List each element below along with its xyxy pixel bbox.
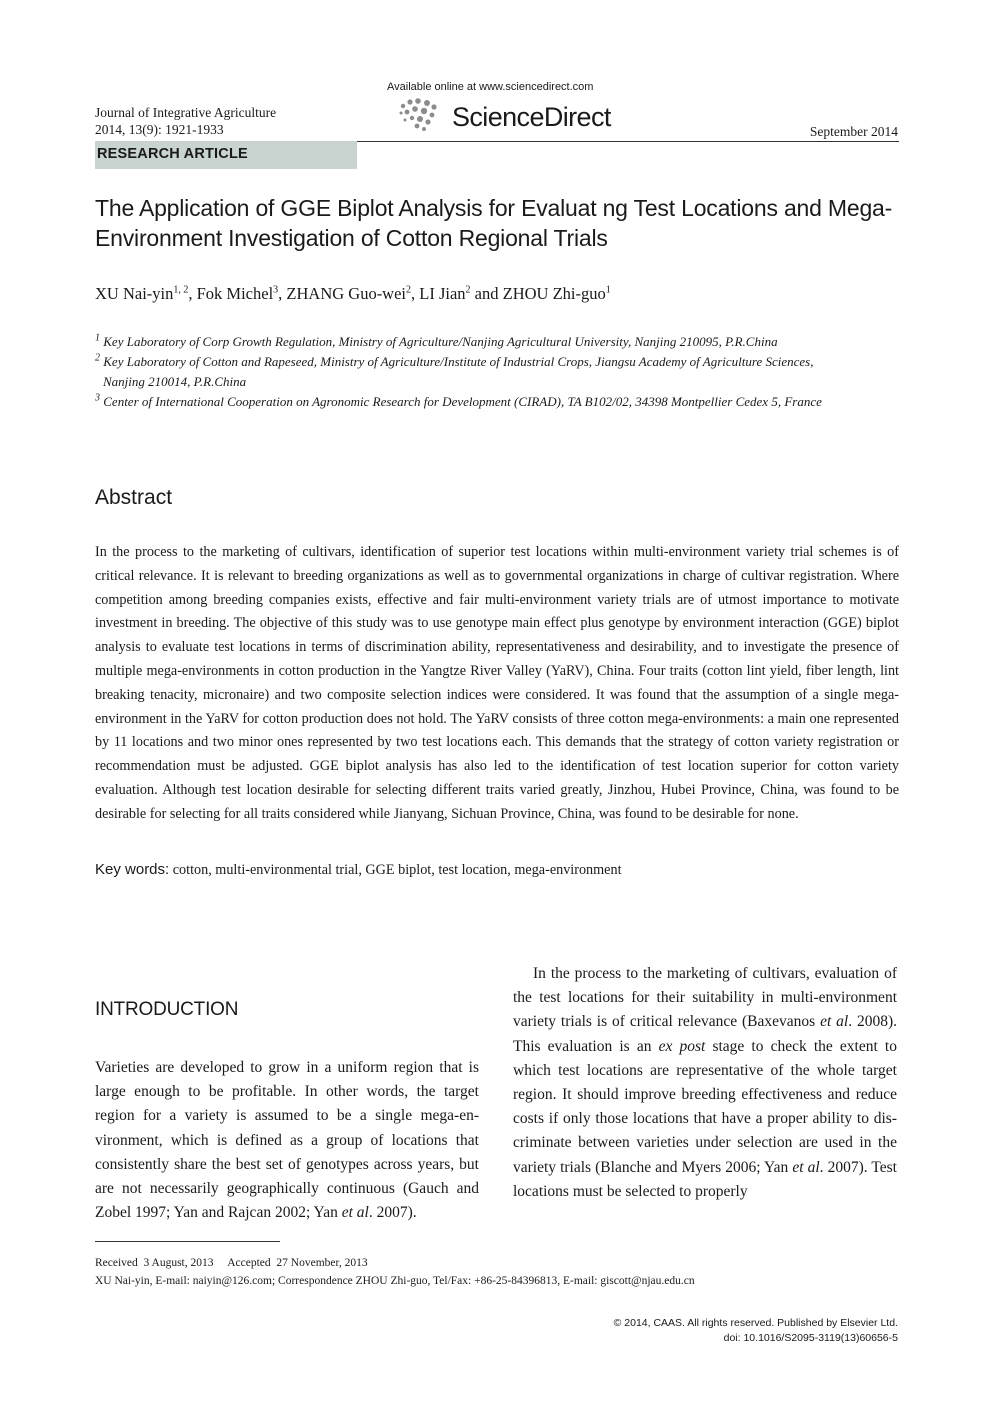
- author-affiliation-mark: 2: [406, 284, 412, 296]
- author-separator: ,: [411, 284, 420, 303]
- affiliation-list: [95, 332, 901, 412]
- affiliation-item: [95, 392, 901, 412]
- copyright-block: [614, 1316, 898, 1346]
- doi-line: doi: 10.1016/S2095-3119(13)60656-5: [723, 1332, 898, 1344]
- affiliation-number: 1: [95, 332, 100, 344]
- italic-text: et al: [341, 1204, 369, 1222]
- body-text: In the process to the marketing of cultivars, evaluation of the test locations for their suitability in multi-environment variety trials is of critical relevance (Baxevanos: [513, 965, 897, 1031]
- body-text: Varieties are developed to grow in a uniform region that is large enough to be profitable. In other words, the target region for a variety is assumed to be a single mega-environment, which is defined as a group of locations that consistently share the best set of genotypes across years, but are not necessarily geographically continuous (Gauch and Zobel 1997; Yan and Rajcan 2002; Yan: [95, 1059, 479, 1222]
- affiliation-text: Key Laboratory of Corp Growth Regulation, Ministry of Agriculture/Nanjing Agricultural University, Nanjing 210095, P.R.China: [100, 334, 778, 349]
- keywords: [95, 861, 899, 879]
- sciencedirect-brand: ScienceDirect: [452, 102, 611, 132]
- journal-issue: 2014, 13(9): 1921-1933: [95, 122, 224, 137]
- italic-text: ex post: [658, 1037, 706, 1055]
- author-separator: ,: [278, 284, 287, 303]
- affiliation-item: [95, 352, 901, 372]
- author-name: Fok Michel: [196, 284, 274, 303]
- author-affiliation-mark: 1, 2: [173, 284, 189, 296]
- italic-text: et al: [820, 1013, 849, 1031]
- footnote-divider: [95, 1241, 280, 1242]
- author-list: [95, 284, 611, 304]
- author-affiliation-mark: 2: [465, 284, 471, 296]
- body-text: . 2008). This evaluation is an: [513, 1013, 898, 1055]
- affiliation-text-continued: Nanjing 210014, P.R.China: [103, 374, 247, 389]
- issue-date: September 2014: [809, 124, 898, 139]
- introduction-left-column: [95, 1056, 479, 1225]
- italic-text: et al: [792, 1158, 820, 1176]
- author-affiliation-mark: 3: [273, 284, 279, 296]
- journal-name: Journal of Integrative Agriculture: [95, 105, 277, 120]
- author-name: ZHOU Zhi-guo: [502, 284, 606, 303]
- keywords-list: cotton, multi-environmental trial, GGE biplot, test location, mega-environment: [169, 862, 622, 878]
- author-separator: ,: [188, 284, 197, 303]
- body-text: . 2007). Test locations must be selected to properly: [513, 1158, 897, 1200]
- article-title: The Application of GGE Biplot Analysis for Evaluat ng Test Locations and Mega-Environment Investigation of Cotton Regional Trials: [95, 195, 893, 251]
- introduction-heading: INTRODUCTION: [95, 999, 239, 1020]
- abstract-heading: Abstract: [95, 486, 173, 509]
- author-contact: XU Nai-yin, E-mail: naiyin@126.com; Correspondence ZHOU Zhi-guo, Tel/Fax: +86-25-84396813, E-mail: giscott@njau.edu.cn: [95, 1275, 695, 1287]
- sciencedirect-logo-icon: [398, 98, 438, 132]
- article-type-banner: RESEARCH ARTICLE: [95, 141, 357, 169]
- affiliation-text: Key Laboratory of Cotton and Rapeseed, Ministry of Agriculture/Institute of Industrial Crops, Jiangsu Academy of Agriculture Sciences,: [100, 354, 814, 369]
- author-name: LI Jian: [419, 284, 466, 303]
- journal-citation: [95, 104, 276, 138]
- affiliation-number: 2: [95, 352, 100, 364]
- copyright-line: © 2014, CAAS. All rights reserved. Published by Elsevier Ltd.: [613, 1317, 898, 1329]
- received-accepted-dates: Received 3 August, 2013 Accepted 27 November, 2013: [95, 1257, 368, 1269]
- author-separator: and: [470, 284, 503, 303]
- author-name: XU Nai-yin: [95, 284, 174, 303]
- footnotes: [95, 1254, 695, 1290]
- body-text: stage to check the extent to which test locations are representative of the whole target region. It should improve breeding effectiveness and reduce costs if only those locations that have a proper ability to discriminate between varieties under selection are used in the variety trials (Blanche and Myers 2006; Yan: [513, 1037, 897, 1176]
- available-online-note: Available online at www.sciencedirect.com: [387, 81, 594, 93]
- keywords-label: Key words:: [95, 861, 170, 878]
- affiliation-number: 3: [95, 392, 100, 404]
- author-name: ZHANG Guo-wei: [286, 284, 407, 303]
- body-text: . 2007).: [368, 1204, 417, 1222]
- affiliation-item: [95, 332, 901, 352]
- author-affiliation-mark: 1: [605, 284, 611, 296]
- affiliation-text: Center of International Cooperation on Agronomic Research for Development (CIRAD), TA B102/02, 34398 Montpellier Cedex 5, France: [100, 394, 822, 409]
- abstract-text: In the process to the marketing of cultivars, identification of superior test locations within multi-environment variety trial schemes is of critical relevance. It is relevant to breeding organizations as well as to governmental organizations in charge of cultivar registration. Where competition among breeding companies exists, effective and fair multi-environment variety trials are of utmost importance to motivate investment in breeding. The objective of this study was to use genotype main effect plus genotype by environment interaction (GGE) biplot analysis to evaluate test locations in terms of discrimination ability, representativeness and desirability, and to investigate the presence of multiple mega-environments in cotton production in the Yangtze River Valley (YaRV), China. Four traits (cotton lint yield, fiber length, lint breaking tenacity, micronaire) and two composite selection indices were considered. It was found that the assumption of a single mega-environment in the YaRV for cotton production does not hold. The YaRV consists of three cotton mega-environments: a main one represented by 11 locations and two minor ones represented by two test locations each. This demands that the strategy of cotton variety registration or recommendation must be adjusted. GGE biplot analysis has also led to the identification of test location superior for cotton variety evaluation. Although test location desirable for selecting different traits varied greatly, Jinzhou, Hubei Province, China, was found to be desirable for selecting for all traits considered while Jianyang, Sichuan Province, China, was found to be desirable for none.: [95, 544, 899, 822]
- introduction-right-column: [513, 962, 897, 1204]
